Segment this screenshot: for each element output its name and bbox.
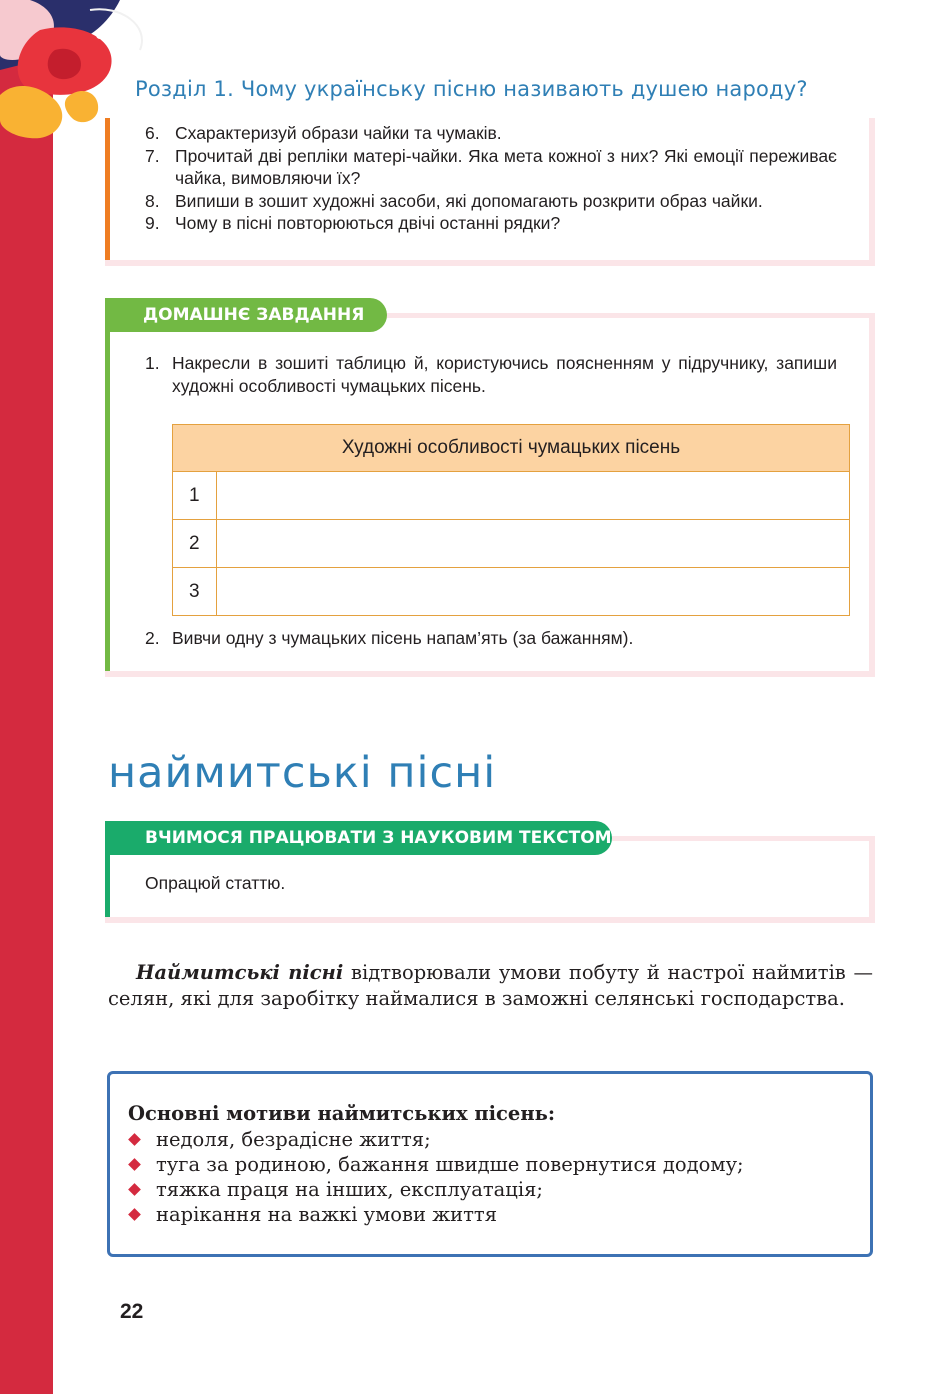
motive-text: тяжка праця на інших, експлуатація; <box>156 1178 543 1201</box>
question-item <box>145 145 837 190</box>
left-decorative-band <box>0 0 53 1394</box>
questions-box <box>105 118 875 266</box>
question-number: 6. <box>145 123 160 143</box>
question-text: Чому в пісні повторюються двічі останні рядки? <box>175 213 561 233</box>
page-number: 22 <box>120 1300 144 1323</box>
table-row <box>173 472 850 520</box>
table-row-number: 3 <box>173 568 217 616</box>
table-row-number: 1 <box>173 472 217 520</box>
table-cell-empty <box>217 472 850 520</box>
list-item <box>128 1177 744 1202</box>
motives-list <box>128 1127 744 1227</box>
diamond-bullet-icon <box>128 1183 141 1196</box>
section-title: наймитські пісні <box>108 748 497 798</box>
question-item <box>145 122 837 145</box>
homework-item-text: Накресли в зошиті таблицю й, користуючись поясненням у підручнику, запиши художні особливості чумацьких пісень. <box>172 353 837 396</box>
homework-item-number: 1. <box>145 353 160 373</box>
motives-title: Основні мотиви наймитських пісень: <box>128 1102 556 1125</box>
question-number: 8. <box>145 190 160 211</box>
questions-list <box>145 122 837 235</box>
question-number: 9. <box>145 213 160 233</box>
diamond-bullet-icon <box>128 1158 141 1171</box>
homework-item-2 <box>145 627 837 650</box>
question-number: 7. <box>145 145 160 166</box>
question-item <box>145 212 837 235</box>
features-table <box>172 424 850 616</box>
table-cell-empty <box>217 520 850 568</box>
motive-text: недоля, безрадісне життя; <box>156 1128 431 1151</box>
features-table-header: Художні особливості чумацьких пісень <box>173 425 850 472</box>
motive-text: туга за родиною, бажання швидше повернутися додому; <box>156 1153 744 1176</box>
diamond-bullet-icon <box>128 1208 141 1221</box>
paragraph-term: Наймитські пісні <box>136 961 344 984</box>
homework-tab-label: ДОМАШНЄ ЗАВДАННЯ <box>105 298 387 332</box>
question-text: Прочитай дві репліки матері-чайки. Яка мета кожної з них? Які емоції переживає чайка, вимовляючи їх? <box>175 145 837 188</box>
study-tab-label: ВЧИМОСЯ ПРАЦЮВАТИ З НАУКОВИМ ТЕКСТОМ <box>105 821 612 855</box>
homework-item-text: Вивчи одну з чумацьких пісень напам’ять (за бажанням). <box>172 628 634 648</box>
table-row-number: 2 <box>173 520 217 568</box>
table-cell-empty <box>217 568 850 616</box>
list-item <box>128 1202 744 1227</box>
list-item <box>128 1152 744 1177</box>
homework-item-1 <box>145 352 837 397</box>
question-text: Схарактеризуй образи чайки та чумаків. <box>175 123 502 143</box>
motive-text: нарікання на важкі умови життя <box>156 1203 498 1226</box>
questions-accent-bar <box>105 118 110 260</box>
list-item <box>128 1127 744 1152</box>
diamond-bullet-icon <box>128 1133 141 1146</box>
homework-accent-bar <box>105 313 110 671</box>
paragraph-rest: відтворювали умови побуту й настрої наймитів — селян, які для заробітку наймалися в заможні селянські господарства. <box>108 961 873 1010</box>
table-row <box>173 568 850 616</box>
question-text: Випиши в зошит художні засоби, які допомагають розкрити образ чайки. <box>175 190 763 211</box>
question-item <box>145 190 837 213</box>
section-header: Розділ 1. Чому українську пісню називають душею народу? <box>135 77 808 101</box>
table-row <box>173 520 850 568</box>
study-instruction: Опрацюй статтю. <box>145 873 286 893</box>
homework-item-number: 2. <box>145 628 160 648</box>
body-paragraph <box>108 960 873 1011</box>
